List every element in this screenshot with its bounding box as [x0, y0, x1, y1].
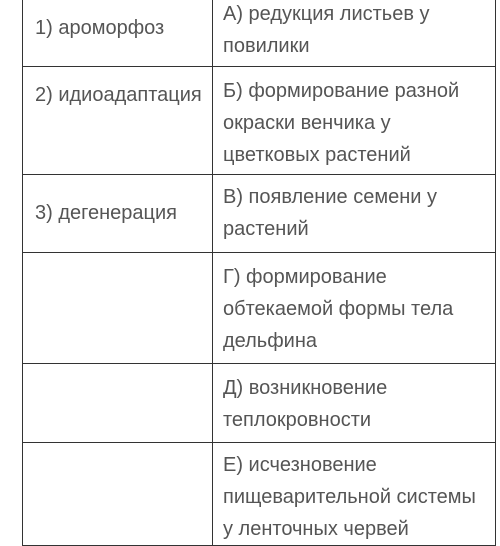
term-cell — [23, 364, 213, 443]
term-cell — [23, 443, 213, 546]
example-cell: Б) формирование разной окраски венчика у цветковых растений — [213, 67, 496, 175]
term-cell — [23, 253, 213, 364]
example-cell: В) появление семени у растений — [213, 175, 496, 253]
example-cell: Е) исчезновение пищеварительной системы у ленточных червей — [213, 443, 496, 546]
example-cell: А) редукция листьев у повилики — [213, 0, 496, 67]
table-row — [23, 67, 496, 175]
term-cell: 3) дегенерация — [23, 175, 213, 253]
matching-table — [22, 0, 496, 546]
table-row — [23, 443, 496, 546]
example-cell: Г) формирование обтекаемой формы тела дельфина — [213, 253, 496, 364]
table-row — [23, 364, 496, 443]
example-cell: Д) возникновение теплокровности — [213, 364, 496, 443]
table-row — [23, 253, 496, 364]
table-row — [23, 175, 496, 253]
term-cell: 1) ароморфоз — [23, 0, 213, 67]
table-row — [23, 0, 496, 67]
term-cell: 2) идиоадаптация — [23, 67, 213, 175]
